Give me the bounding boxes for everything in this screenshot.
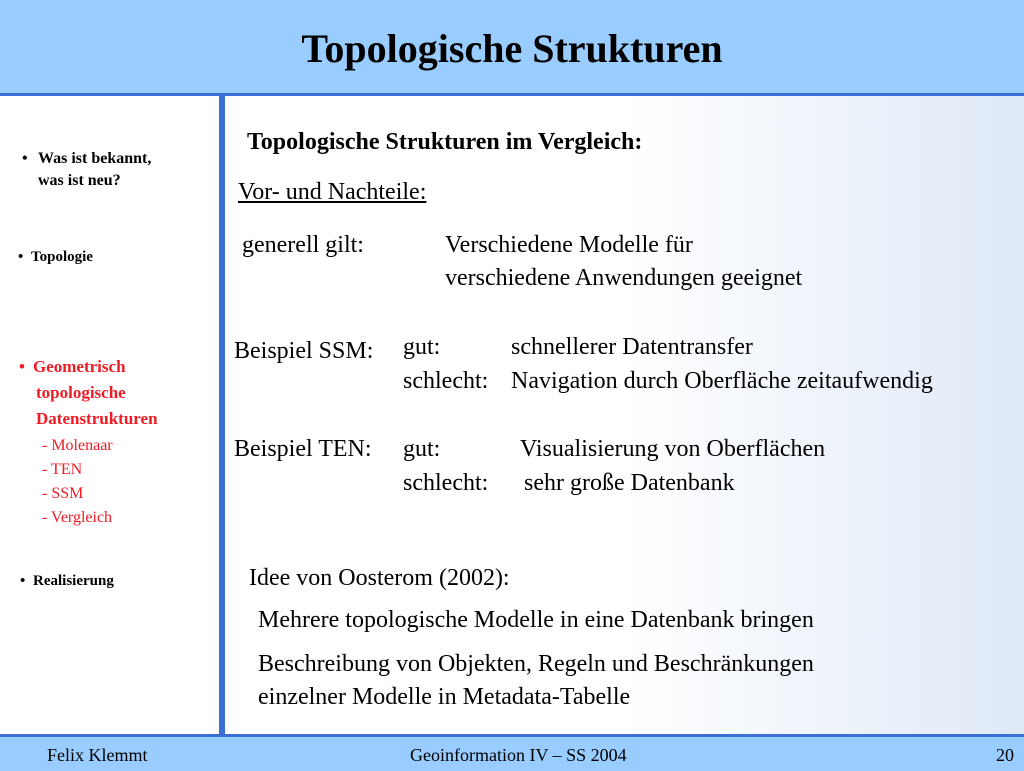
slide-footer (0, 734, 1024, 771)
nav-item-label: Topologie (31, 249, 93, 265)
ten-good-text: Visualisierung von Oberflächen (520, 436, 826, 462)
subnav-ten[interactable]: - TEN (42, 461, 83, 478)
ssm-bad-text: Navigation durch Oberfläche zeitaufwendig (511, 368, 933, 394)
general-line-2: verschiedene Anwendungen geeignet (445, 265, 803, 291)
ssm-good-label: gut: (403, 334, 441, 360)
general-label: generell gilt: (242, 232, 364, 258)
subnav-vergleich[interactable]: - Vergleich (42, 509, 113, 526)
idea-line-1: Mehrere topologische Modelle in eine Datenbank bringen (258, 607, 814, 633)
nav-item-label: Geometrisch (33, 357, 126, 376)
nav-item-label: was ist neu? (38, 172, 121, 189)
ten-label: Beispiel TEN: (234, 436, 372, 462)
nav-item-geometrisch[interactable] (19, 354, 158, 432)
ssm-bad-label: schlecht: (403, 368, 489, 394)
sidebar-nav (0, 96, 219, 736)
content-heading: Topologische Strukturen im Vergleich: (247, 129, 643, 155)
nav-item-label: topologische (36, 383, 126, 402)
ten-bad-text: sehr große Datenbank (524, 470, 735, 496)
footer-author: Felix Klemmt (47, 745, 148, 765)
ten-bad-label: schlecht: (403, 470, 489, 496)
subnav-ssm[interactable]: - SSM (42, 485, 84, 502)
nav-item-bekannt[interactable] (22, 148, 152, 192)
bullet-icon: • (20, 573, 26, 589)
bullet-icon: • (18, 249, 24, 265)
ten-good-label: gut: (403, 436, 441, 462)
slide-title: Topologische Strukturen (301, 26, 723, 71)
ssm-good-text: schnellerer Datentransfer (511, 334, 753, 360)
nav-item-topologie[interactable] (18, 246, 93, 268)
nav-item-label: Realisierung (33, 573, 114, 589)
slide-header (0, 0, 1024, 96)
subnav-molenaar[interactable]: - Molenaar (42, 437, 113, 454)
footer-course: Geoinformation IV – SS 2004 (410, 745, 627, 765)
content-subheading: Vor- und Nachteile: (238, 179, 427, 205)
slide-content (225, 96, 1024, 734)
bullet-icon: • (22, 150, 28, 167)
bullet-icon: • (19, 357, 25, 376)
idea-title: Idee von Oosterom (2002): (249, 565, 510, 591)
nav-item-label: Datenstrukturen (36, 409, 158, 428)
general-line-1: Verschiedene Modelle für (445, 232, 693, 258)
nav-item-label: Was ist bekannt, (38, 150, 152, 167)
idea-line-3: einzelner Modelle in Metadata-Tabelle (258, 684, 631, 710)
nav-item-realisierung[interactable] (20, 570, 114, 592)
footer-page-number: 20 (996, 745, 1014, 765)
ssm-label: Beispiel SSM: (234, 338, 374, 364)
idea-line-2: Beschreibung von Objekten, Regeln und Beschränkungen (258, 651, 814, 677)
